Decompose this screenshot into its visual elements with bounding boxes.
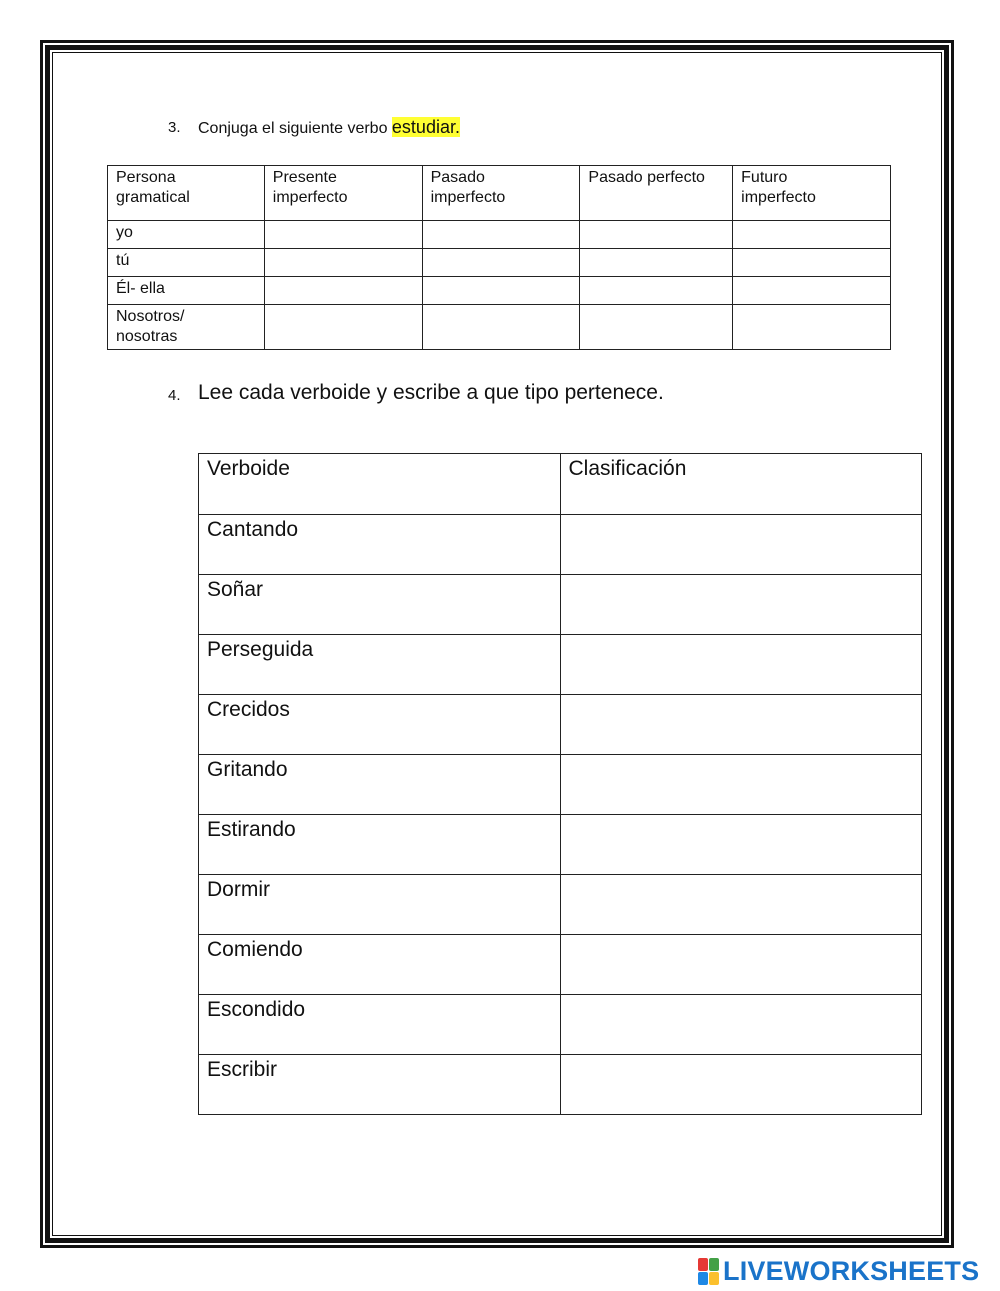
conjugation-table [107, 165, 891, 350]
classification-answer-cell[interactable] [560, 1055, 922, 1115]
verboide-header: Verboide [199, 454, 561, 515]
conjugation-header-cell: Pasado perfecto [580, 166, 733, 221]
person-cell: yo [108, 221, 265, 249]
answer-cell[interactable] [580, 221, 733, 249]
answer-cell[interactable] [422, 277, 580, 305]
question-3-number: 3. [168, 119, 181, 136]
person-cell: Nosotros/ nosotras [108, 305, 265, 350]
classification-header: Clasificación [560, 454, 922, 515]
answer-cell[interactable] [422, 305, 580, 350]
logo-block-e [709, 1272, 719, 1285]
classification-answer-cell[interactable] [560, 635, 922, 695]
conjugation-header-cell: Futuro imperfecto [733, 166, 891, 221]
person-cell: Él- ella [108, 277, 265, 305]
logo-block-v [698, 1272, 708, 1285]
classification-answer-cell[interactable] [560, 875, 922, 935]
conjugation-header-cell: Presente imperfecto [264, 166, 422, 221]
answer-cell[interactable] [422, 249, 580, 277]
verboide-cell: Comiendo [199, 935, 561, 995]
verboide-cell: Perseguida [199, 635, 561, 695]
question-4-number: 4. [168, 387, 181, 404]
answer-cell[interactable] [733, 305, 891, 350]
answer-cell[interactable] [733, 249, 891, 277]
table-row [199, 935, 922, 995]
classification-answer-cell[interactable] [560, 695, 922, 755]
answer-cell[interactable] [264, 277, 422, 305]
logo-blocks-icon [698, 1258, 719, 1285]
verboide-table [198, 453, 922, 1115]
table-row [108, 277, 891, 305]
answer-cell[interactable] [733, 277, 891, 305]
table-row [199, 695, 922, 755]
answer-cell[interactable] [580, 277, 733, 305]
verboide-cell: Escondido [199, 995, 561, 1055]
table-row [199, 1055, 922, 1115]
classification-answer-cell[interactable] [560, 755, 922, 815]
table-row [199, 875, 922, 935]
table-row [199, 575, 922, 635]
verboide-cell: Dormir [199, 875, 561, 935]
conjugation-header-cell: Pasado imperfecto [422, 166, 580, 221]
classification-answer-cell[interactable] [560, 575, 922, 635]
table-row [108, 249, 891, 277]
answer-cell[interactable] [580, 305, 733, 350]
table-row [199, 515, 922, 575]
verboide-header-row [199, 454, 922, 515]
answer-cell[interactable] [733, 221, 891, 249]
verboide-cell: Crecidos [199, 695, 561, 755]
question-3-verb-highlight: estudiar. [391, 117, 460, 137]
logo-block-l [698, 1258, 708, 1271]
question-4-prompt: Lee cada verboide y escribe a que tipo pertenece. [198, 381, 664, 404]
question-3-prompt-text: Conjuga el siguiente verbo [198, 120, 388, 137]
liveworksheets-logo[interactable] [698, 1257, 979, 1285]
table-row [108, 221, 891, 249]
conjugation-header-row [108, 166, 891, 221]
classification-answer-cell[interactable] [560, 515, 922, 575]
verboide-cell: Estirando [199, 815, 561, 875]
table-row [199, 635, 922, 695]
brand-name: LIVEWORKSHEETS [723, 1255, 980, 1286]
classification-answer-cell[interactable] [560, 815, 922, 875]
answer-cell[interactable] [264, 305, 422, 350]
table-row [108, 305, 891, 350]
classification-answer-cell[interactable] [560, 995, 922, 1055]
verboide-cell: Gritando [199, 755, 561, 815]
answer-cell[interactable] [422, 221, 580, 249]
table-row [199, 755, 922, 815]
answer-cell[interactable] [264, 221, 422, 249]
verboide-cell: Soñar [199, 575, 561, 635]
logo-block-i [709, 1258, 719, 1271]
conjugation-header-cell: Persona gramatical [108, 166, 265, 221]
classification-answer-cell[interactable] [560, 935, 922, 995]
verboide-cell: Escribir [199, 1055, 561, 1115]
question-3-prompt [198, 117, 460, 138]
person-cell: tú [108, 249, 265, 277]
answer-cell[interactable] [580, 249, 733, 277]
verboide-cell: Cantando [199, 515, 561, 575]
answer-cell[interactable] [264, 249, 422, 277]
table-row [199, 815, 922, 875]
table-row [199, 995, 922, 1055]
